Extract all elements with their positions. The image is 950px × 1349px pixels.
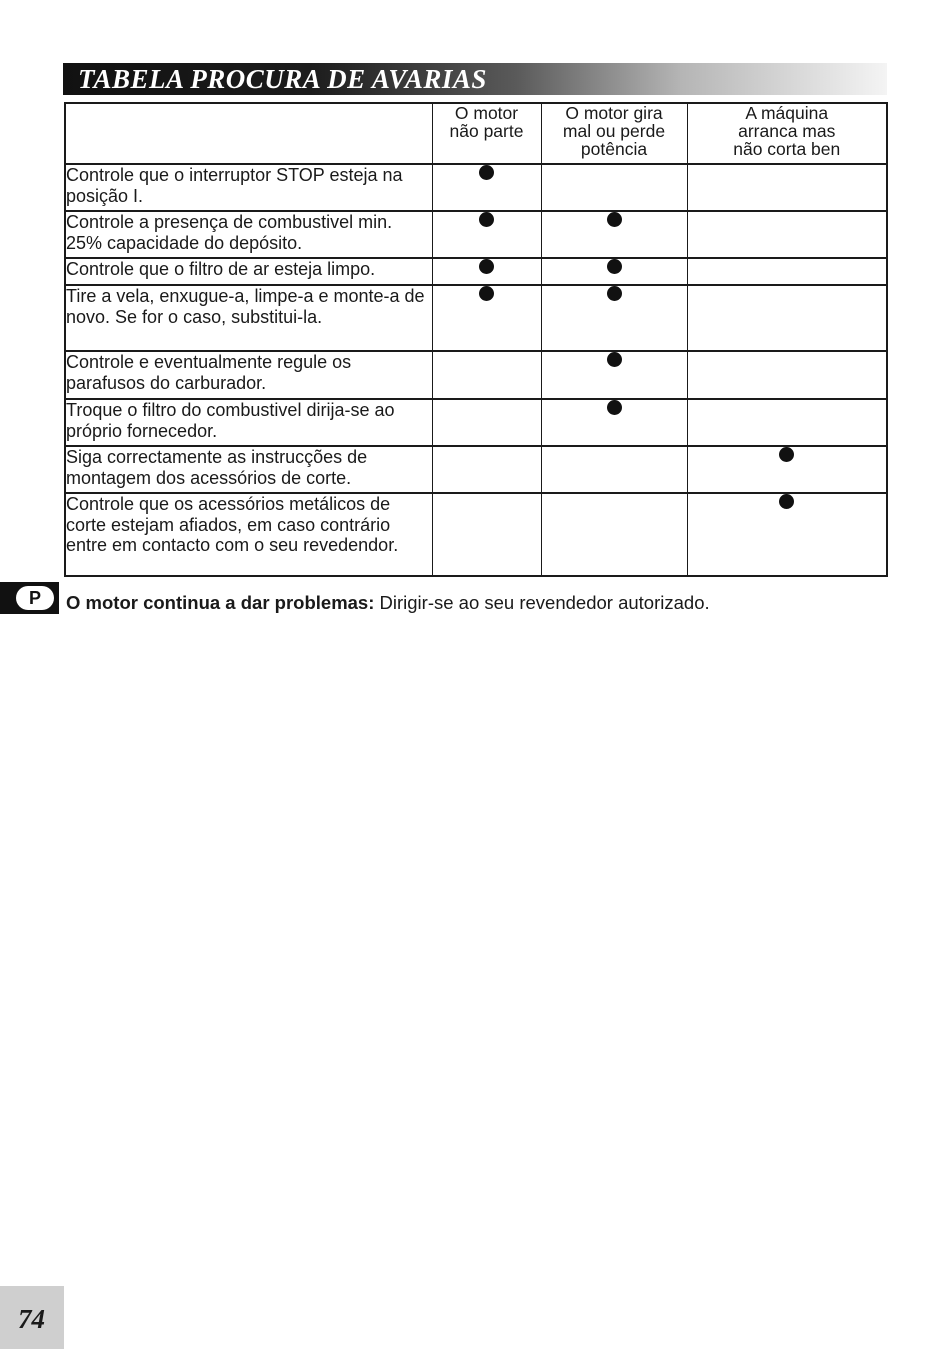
- bullet-dot-icon: [607, 259, 622, 274]
- page-number-box: [0, 1286, 64, 1349]
- troubleshooting-table: [64, 102, 888, 577]
- table-row: [65, 164, 887, 211]
- mark-cell: [687, 399, 887, 446]
- mark-cell: [432, 446, 541, 493]
- bullet-dot-icon: [779, 494, 794, 509]
- row-description: Controle e eventualmente regule os parafusos do carburador.: [65, 351, 432, 399]
- bullet-dot-icon: [479, 165, 494, 180]
- mark-cell: [541, 351, 687, 399]
- bullet-dot-icon: [607, 400, 622, 415]
- mark-cell: [541, 211, 687, 258]
- mark-cell: [432, 399, 541, 446]
- mark-cell: [541, 164, 687, 211]
- mark-cell: [687, 493, 887, 576]
- row-description: Controle que os acessórios metálicos de corte estejam afiados, em caso contrário entre em contacto com o seu revedendor.: [65, 493, 432, 576]
- mark-cell: [432, 258, 541, 285]
- column-header-engine-runs-poorly: [541, 103, 687, 164]
- column-label: A máquina arranca mas não corta ben: [733, 103, 841, 159]
- bullet-dot-icon: [479, 212, 494, 227]
- header-empty-cell: [65, 103, 432, 164]
- table-row: [65, 211, 887, 258]
- mark-cell: [432, 164, 541, 211]
- mark-cell: [432, 211, 541, 258]
- bullet-dot-icon: [607, 352, 622, 367]
- page-title: TABELA PROCURA DE AVARIAS: [78, 64, 487, 94]
- note-text: [66, 592, 710, 614]
- mark-cell: [541, 258, 687, 285]
- table-row: [65, 446, 887, 493]
- mark-cell: [541, 285, 687, 351]
- table-header-row: [65, 103, 887, 164]
- table-row: [65, 258, 887, 285]
- mark-cell: [541, 399, 687, 446]
- title-bar: [63, 63, 887, 95]
- bullet-dot-icon: [479, 286, 494, 301]
- column-label: O motor gira mal ou perde potência: [562, 103, 666, 159]
- bullet-dot-icon: [779, 447, 794, 462]
- mark-cell: [432, 351, 541, 399]
- column-header-engine-not-start: [432, 103, 541, 164]
- mark-cell: [687, 285, 887, 351]
- row-description: Troque o filtro do combustivel dirija-se ao próprio fornecedor.: [65, 399, 432, 446]
- bullet-dot-icon: [479, 259, 494, 274]
- table-row: [65, 351, 887, 399]
- mark-cell: [687, 351, 887, 399]
- bullet-dot-icon: [607, 286, 622, 301]
- mark-cell: [541, 493, 687, 576]
- mark-cell: [687, 258, 887, 285]
- column-label: O motor não parte: [449, 103, 524, 141]
- mark-cell: [541, 446, 687, 493]
- note-body: Dirigir-se ao seu revendedor autorizado.: [374, 592, 710, 613]
- mark-cell: [432, 493, 541, 576]
- language-tab-label: P: [16, 586, 54, 610]
- table-body: [65, 164, 887, 576]
- mark-cell: [687, 211, 887, 258]
- row-description: Siga correctamente as instrucções de montagem dos acessórios de corte.: [65, 446, 432, 493]
- mark-cell: [687, 446, 887, 493]
- mark-cell: [432, 285, 541, 351]
- row-description: Controle que o interruptor STOP esteja na posição I.: [65, 164, 432, 211]
- row-description: Tire a vela, enxugue-a, limpe-a e monte-a de novo. Se for o caso, substitui-la.: [65, 285, 432, 351]
- table-row: [65, 493, 887, 576]
- bullet-dot-icon: [607, 212, 622, 227]
- page-number: 74: [18, 1304, 45, 1334]
- row-description: Controle que o filtro de ar esteja limpo.: [65, 258, 432, 285]
- language-tab: [0, 582, 59, 614]
- table-row: [65, 399, 887, 446]
- column-header-machine-not-cutting: [687, 103, 887, 164]
- mark-cell: [687, 164, 887, 211]
- table-row: [65, 285, 887, 351]
- note-bold: O motor continua a dar problemas:: [66, 592, 375, 613]
- row-description: Controle a presença de combustivel min. 25% capacidade do depósito.: [65, 211, 432, 258]
